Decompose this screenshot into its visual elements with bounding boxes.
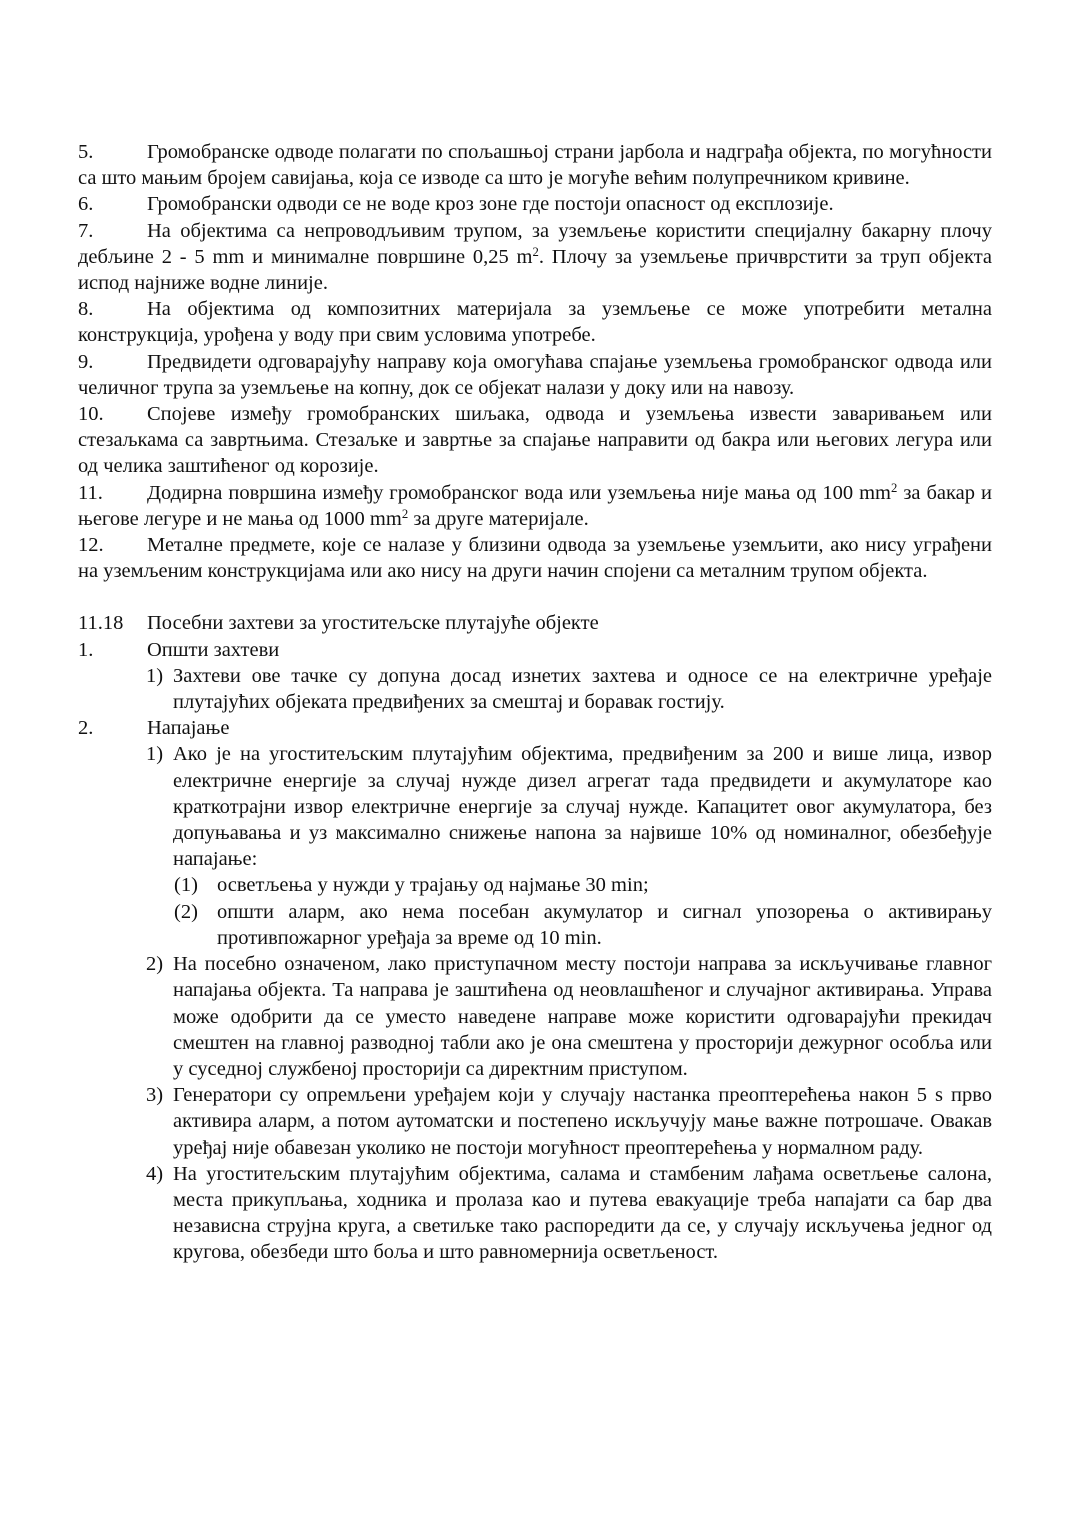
sub-item-marker: 4) — [146, 1162, 164, 1185]
section-title: Посебни захтеви за угоститељске плутајуће објекте — [147, 612, 599, 635]
item-text: На објектима са непроводљивим трупом, за уземљење користити специјалну бакарну плочу дебљине 2 - 5 mm и минималне површине 0,25 m — [78, 219, 992, 268]
section-heading — [78, 610, 992, 636]
item-number: 8. — [78, 298, 94, 321]
list-item-7 — [78, 218, 992, 297]
sub-item — [78, 663, 992, 715]
item-text: Громобрански одводи се не воде кроз зоне где постоји опасност од експлозије. — [147, 193, 834, 216]
list-item-12 — [78, 532, 992, 584]
sub-item-marker: 1) — [146, 664, 164, 687]
item-text: Предвидети одговарајућу направу која омогућава спајање уземљења громобранског одвода или челичног трупа за уземљење на копну, док се објекат налази у доку или на навозу. — [78, 350, 992, 399]
subsection-number: 1. — [78, 638, 94, 661]
sub-item — [78, 951, 992, 1082]
list-item-5 — [78, 139, 992, 191]
nested-sub-item-text: осветљења у нужди у трајању од најмање 30 min; — [217, 874, 649, 897]
nested-sub-item-marker: (1) — [174, 874, 198, 897]
sub-item-marker: 3) — [146, 1084, 164, 1107]
sub-item-text: Генератори су опремљени уређајем који у случају настанка преоптерећења након 5 s прво активира аларм, а потом аутоматски и постепено искључују мање важне потрошаче. Овакав уређај није обавезан уколико не постоји могућност преоптерећења у нормалном раду. — [173, 1084, 992, 1159]
item-text: за бакар и његове легуре и не мања од 1000 mm — [78, 481, 992, 530]
nested-sub-item — [78, 872, 992, 898]
item-number: 6. — [78, 193, 94, 216]
item-text: Громобранске одводе полагати по спољашњој страни јарбола и надграђа објекта, по могућности са што мањим бројем савијања, која се изводе са што је могуће већим полупречником кривине. — [78, 141, 992, 190]
subsection-title: Напајање — [147, 717, 230, 740]
sub-item-text: Захтеви ове тачке су допуна досад изнетих захтева и односе се на електричне уређаје плутајућих објеката предвиђених за смештај и боравак гостију. — [173, 664, 992, 714]
superscript: 2 — [890, 480, 898, 495]
item-number: 10. — [78, 403, 104, 426]
sub-item — [78, 1161, 992, 1266]
item-text: Металне предмете, које се налазе у близини одвода за уземљење уземљити, ако нису уграђени на уземљеним конструкцијама или ако нису на други начин спојени са металним трупом објекта. — [78, 534, 992, 583]
sub-item-marker: 1) — [146, 743, 164, 766]
item-number: 9. — [78, 350, 94, 373]
list-item-6 — [78, 191, 992, 217]
item-text: Спојеве између громобранских шиљака, одвода и уземљења извести заваривањем или стезаљкама са завртњима. Стезаљке и завртње за спајање направити од бакра или његових легура или од челика заштићеног од корозије. — [78, 403, 992, 478]
list-item-10 — [78, 401, 992, 480]
item-text: На објектима од композитних материјала за уземљење се може употребити метална конструкција, урођена у воду при свим условима употребе. — [78, 298, 992, 347]
item-text: . Плочу за уземљење причврстити за труп објекта испод најниже водне линије. — [78, 245, 992, 295]
list-item-8 — [78, 296, 992, 348]
sub-item-marker: 2) — [146, 953, 164, 976]
document-page — [78, 139, 992, 1266]
sub-item — [78, 741, 992, 872]
superscript: 2 — [532, 244, 539, 259]
nested-sub-item — [78, 899, 992, 951]
spacer — [78, 584, 992, 610]
item-number: 7. — [78, 219, 94, 242]
item-text: за друге материјале. — [408, 507, 589, 530]
item-text: Додирна површина између громобранског вода или уземљења није мања од 100 mm — [147, 481, 891, 504]
superscript: 2 — [401, 506, 409, 521]
item-number: 11. — [78, 481, 103, 504]
subsection-heading-general — [78, 637, 992, 663]
list-item-11 — [78, 480, 992, 532]
sub-item-text: На угоститељским плутајућим објектима, салама и стамбеним лађама осветљење салона, места прикупљања, ходника и пролаза као и путева евакуације треба напајати са бар два независна струјна круга, а светиљке тако распоредити да се, у случају искључења једног од кругова, обезбеди што боља и што равномернија осветљеност. — [173, 1162, 992, 1264]
sub-item-text: Ако је на угоститељским плутајућим објектима, предвиђеним за 200 и више лица, извор електричне енергије за случај нужде дизел агрегат тада предвидети и акумулаторе као краткотрајни извор електричне енергије за случај нужде. Капацитет овог акумулатора, без допуњавања и уз максимално снижење напона за највише 10% од номиналног, обезбеђује напајање: — [173, 743, 992, 871]
item-number: 5. — [78, 141, 94, 163]
subsection-heading-power — [78, 715, 992, 741]
item-number: 12. — [78, 534, 104, 557]
subsection-title: Општи захтеви — [147, 638, 280, 661]
nested-sub-item-text: општи аларм, ако нема посебан акумулатор и сигнал упозорења о активирању противпожарног уређаја за време од 10 min. — [217, 900, 992, 949]
sub-item — [78, 1082, 992, 1161]
section-number: 11.18 — [78, 612, 124, 635]
nested-sub-item-marker: (2) — [174, 900, 198, 923]
sub-item-text: На посебно означеном, лако приступачном месту постоји направа за искључивање главног напајања објекта. Та направа је заштићена од неовлашћеног и случајног активирања. Управа може одобрити да се уместо наведене направе може користити одговарајући прекидач смештен на главној разводној табли ако је она смештена у просторији дежурног особља или у суседној службеној просторији са директним приступом. — [173, 953, 992, 1080]
subsection-number: 2. — [78, 717, 94, 740]
list-item-9 — [78, 349, 992, 401]
